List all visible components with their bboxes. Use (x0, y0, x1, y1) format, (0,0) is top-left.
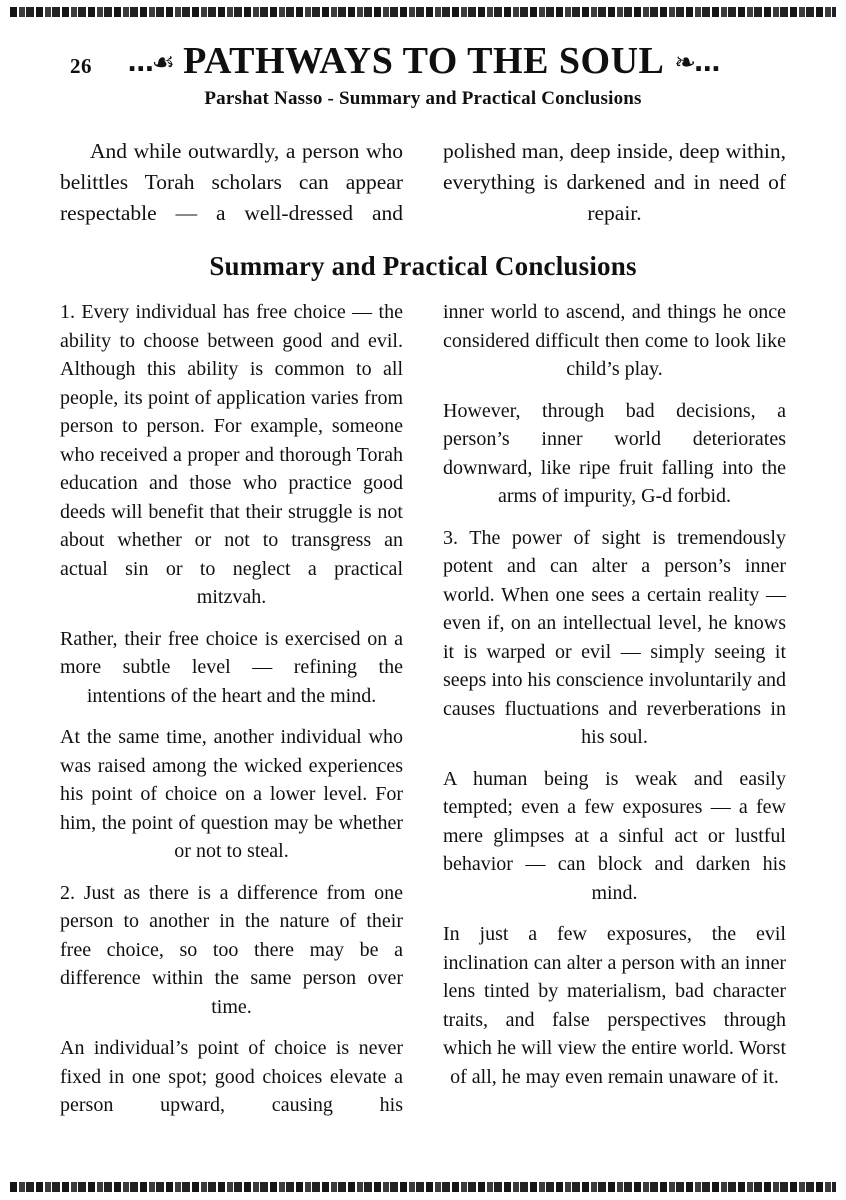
top-ornament-border (10, 7, 836, 17)
page-header (0, 42, 846, 110)
body-paragraph: 2. Just as there is a difference from one person to another in the nature of their free choice, so too there may be a difference within the same person over time. (60, 881, 403, 1018)
body-paragraph: And while outwardly, a person who belittles Torah scholars can appear respectable — a well-dressed and (60, 139, 403, 225)
right-column (443, 298, 786, 1120)
title-row (0, 42, 846, 80)
left-flourish-icon: …☙ (127, 48, 174, 78)
right-flourish-icon: ❧… (674, 48, 719, 78)
body-paragraph: At the same time, another individual who was raised among the wicked experiences his point of choice on a lower level. For him, the point of question may be whether or not to steal. (60, 726, 403, 862)
body-paragraph: 1. Every individual has free choice — the ability to choose between good and evil. Although this ability is common to all people, its point of application varies from person to person. For example, someone who received a proper and thorough Torah education and those who practice good deeds will benefit that their struggle is not about whether or not to transgress an actual sin or to neglect a practical mitzvah. (60, 301, 403, 608)
body-paragraph: inner world to ascend, and things he once considered difficult then come to look like child’s play. (443, 301, 786, 380)
summary-columns (0, 298, 846, 1120)
section-heading: Summary and Practical Conclusions (209, 251, 637, 281)
intro-right-column (443, 136, 786, 229)
body-paragraph: An individual’s point of choice is never fixed in one spot; good choices elevate a person upward, causing his (60, 1037, 403, 1116)
body-paragraph: 3. The power of sight is tremendously potent and can alter a person’s inner world. When one sees a certain reality — even if, on an intellectual level, he knows it is warped or evil — simply seeing it seeps into his conscience involuntarily and causes fluctuations and reverberations in his soul. (443, 526, 786, 748)
body-paragraph: In just a few exposures, the evil inclination can alter a person with an inner lens tinted by materialism, bad character traits, and false perspectives through which he will view the entire world. Worst of all, he may even remain unaware of it. (443, 923, 786, 1088)
chapter-subtitle: Parshat Nasso - Summary and Practical Conclusions (204, 88, 642, 109)
body-paragraph: However, through bad decisions, a person’s inner world deteriorates downward, like ripe fruit falling into the arms of impurity, G-d forbid. (443, 399, 786, 507)
left-column (60, 298, 403, 1120)
intro-passage (0, 136, 846, 229)
body-paragraph: polished man, deep inside, deep within, everything is darkened and in need of repair. (443, 139, 786, 225)
bottom-ornament-border (10, 1182, 836, 1192)
body-paragraph: Rather, their free choice is exercised on a more subtle level — refining the intentions of the heart and the mind. (60, 627, 403, 707)
body-paragraph: A human being is weak and easily tempted; even a few exposures — a few mere glimpses at a sinful act or lustful behavior — can block and darken his mind. (443, 767, 786, 904)
book-title: PATHWAYS TO THE SOUL (183, 40, 665, 82)
intro-left-column (60, 136, 403, 229)
page-number: 26 (70, 54, 92, 78)
